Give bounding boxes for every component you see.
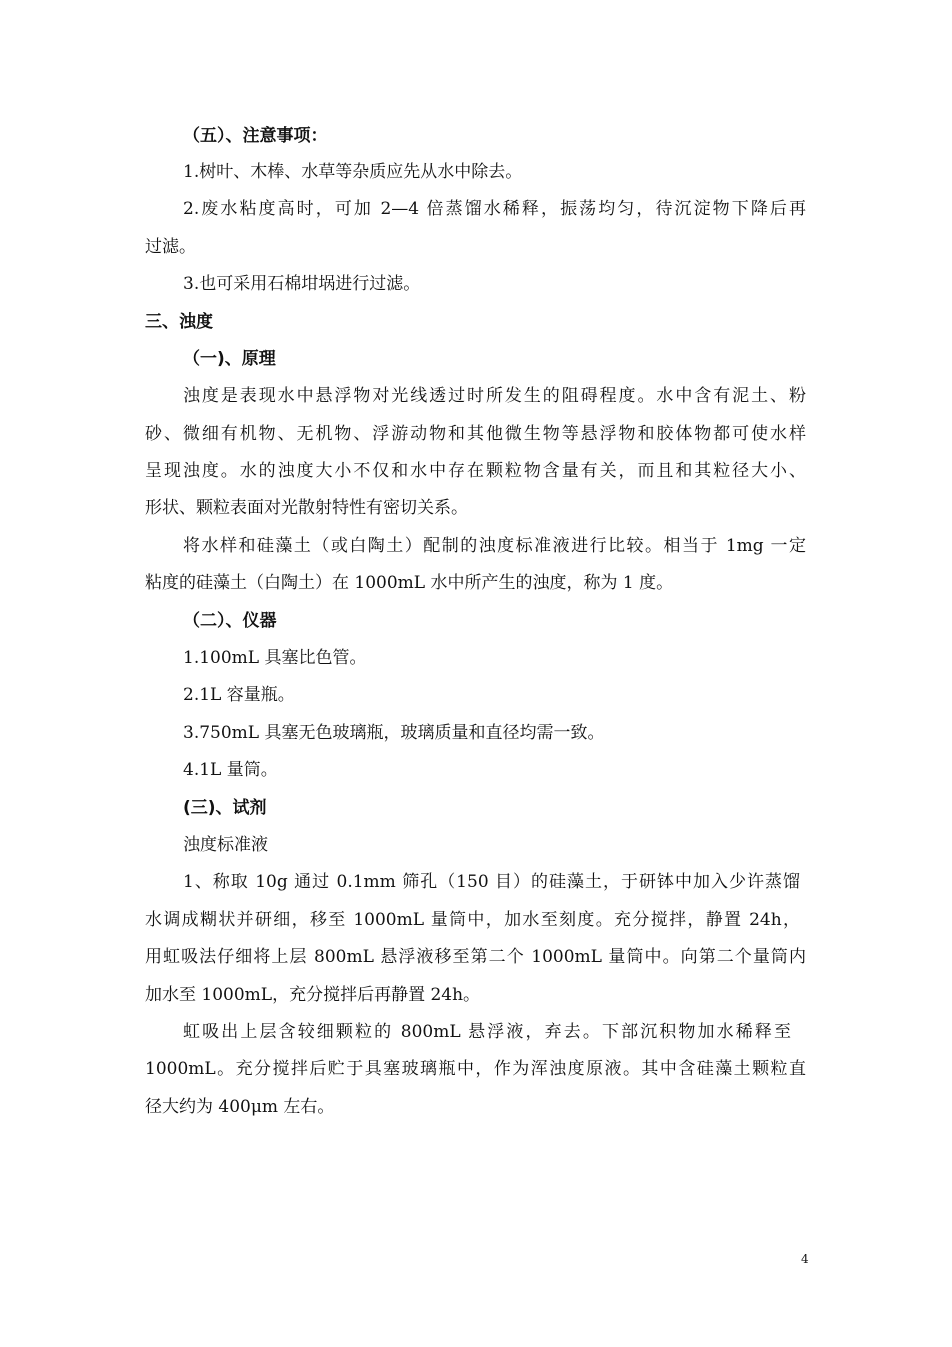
principle-paragraph-1-line-3: 呈现浊度。水的浊度大小不仅和水中存在颗粒物含量有关，而且和其粒径大小、 [145,461,806,481]
reagents-paragraph-1-line-4: 加水至 1000mL，充分搅拌后再静置 24h。 [145,985,481,1005]
notes-item-2-line-2: 过滤。 [145,237,196,257]
principle-paragraph-1-line-1: 浊度是表现水中悬浮物对光线透过时所发生的阻碍程度。水中含有泥土、粉 [183,386,806,406]
instruments-item-2: 2.1L 容量瓶。 [183,685,295,705]
notes-item-3: 3.也可采用石棉坩埚进行过滤。 [183,274,421,294]
reagents-paragraph-2-line-1: 虹吸出上层含较细颗粒的 800mL 悬浮液，弃去。下部沉积物加水稀释至 [183,1022,791,1042]
reagents-paragraph-2-line-3: 径大约为 400μm 左右。 [145,1097,335,1117]
notes-item-2-line-1: 2.废水粘度高时，可加 2—4 倍蒸馏水稀释，振荡均匀，待沉淀物下降后再 [183,199,806,219]
section-heading-principle: （一)、原理 [183,349,276,369]
reagents-paragraph-2-line-2: 1000mL。充分搅拌后贮于具塞玻璃瓶中，作为浑浊度原液。其中含硅藻土颗粒直 [145,1059,806,1079]
reagents-subheading: 浊度标准液 [183,835,268,855]
principle-paragraph-2-line-2: 粘度的硅藻土（白陶土）在 1000mL 水中所产生的浊度，称为 1 度。 [145,573,674,593]
principle-paragraph-1-line-4: 形状、颗粒表面对光散射特性有密切关系。 [145,498,468,518]
section-heading-reagents: (三)、试剂 [183,798,267,818]
reagents-paragraph-1-line-3: 用虹吸法仔细将上层 800mL 悬浮液移至第二个 1000mL 量筒中。向第二个量筒内 [145,947,806,967]
notes-item-1: 1.树叶、木棒、水草等杂质应先从水中除去。 [183,162,523,182]
chapter-title-turbidity: 三、浊度 [145,312,213,332]
principle-paragraph-1-line-2: 砂、微细有机物、无机物、浮游动物和其他微生物等悬浮物和胶体物都可使水样 [145,424,806,444]
reagents-paragraph-1-line-2: 水调成糊状并研细，移至 1000mL 量筒中，加水至刻度。充分搅拌，静置 24h， [145,910,800,930]
instruments-item-1: 1.100mL 具塞比色管。 [183,648,367,668]
instruments-item-3: 3.750mL 具塞无色玻璃瓶，玻璃质量和直径均需一致。 [183,723,605,743]
instruments-item-4: 4.1L 量筒。 [183,760,278,780]
page-number: 4 [801,1252,809,1266]
section-heading-instruments: （二）、仪器 [183,611,277,631]
reagents-paragraph-1-line-1: 1、称取 10g 通过 0.1mm 筛孔（150 目）的硅藻土，于研钵中加入少许蒸馏 [183,872,800,892]
section-heading-notes: （五）、注意事项： [183,126,328,146]
principle-paragraph-2-line-1: 将水样和硅藻土（或白陶土）配制的浊度标准液进行比较。相当于 1mg 一定 [183,536,806,556]
